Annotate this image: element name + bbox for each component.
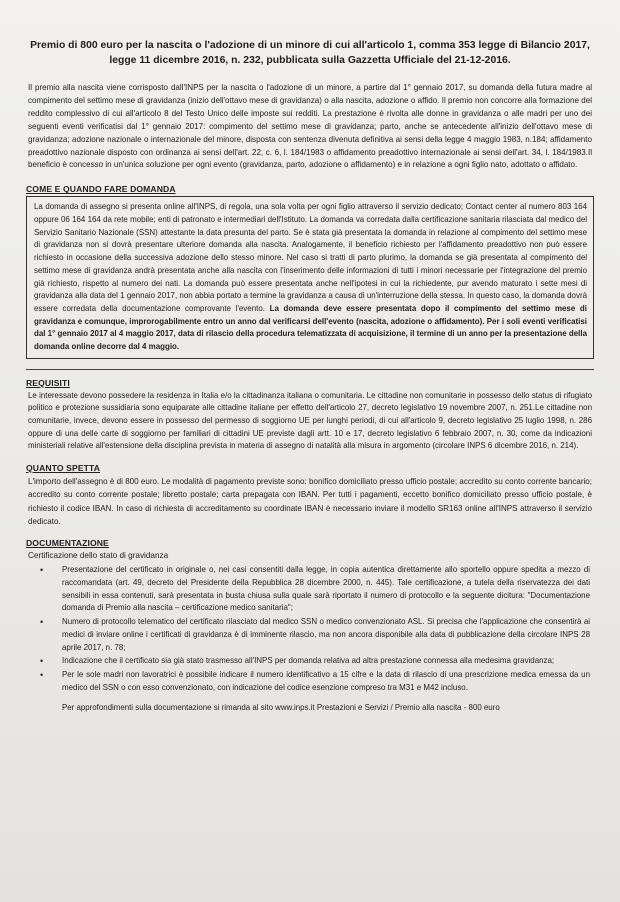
bullet-icon: •: [40, 670, 44, 680]
requisiti-text: Le interessate devono possedere la residenza in Italia e/o la cittadinanza italiana o comunitaria. Le cittadine non comunitarie in possesso dello status di rifugiato politico e protezione sussidiaria sono equiparate alle cittadine italiane per effetto dell'articolo 27, decreto legislativo 19 novembre 2007, n. 251.Le cittadine non comunitarie, invece, devono essere in possesso del permesso di soggiorno UE per lunghi periodi, di cui all'articolo 9, decreto legislativo 25 luglio 1998, n. 286 oppure di una delle carte di soggiorno per familiari di cittadini UE previste dagli artt. 10 e 17, decreto legislativo 6 febbraio 2007, n. 30, come da indicazioni ministeriali relative all'estensione della disciplina prevista in materia di assegno di natalità alla misura in argomento (circolare INPS 6 dicembre 2016, n. 214).: [28, 390, 592, 451]
section-quanto-spetta: [26, 462, 594, 529]
documentazione-footer: Per approfondimenti sulla documentazione si rimanda al sito www.inps.it Prestazioni e Servizi / Premio alla nascita - 800 euro: [62, 703, 500, 713]
come-quando-text: La domanda di assegno si presenta online all'INPS, di regola, una sola volta per ogni figlio attraverso il servizio dedicato; Contact center al numero 803 164 oppure 06 164 164 da rete mobile; enti di patronato e intermediari dell'Istituto. La domanda va corredata dalla certificazione sanitaria rilasciata dal medico del Servizio Sanitario Nazionale (SSN) attestante la data presunta del parto. Se è stata già presentata la domanda in relazione al compimento del settimo mese di gravidanza non si dovrà presentare ulteriore domanda alla nascita. Analogamente, il beneficio richiesto per l'affidamento preadottivo non può essere richiesto in occasione della successiva adozione dello stesso minore. Nel caso si tratti di parto plurimo, la domanda se già presentata al compimento del settimo mese di gravidanza andrà presentata anche alla nascita con l'inserimento delle informazioni di tutti i minori necessarie per l'integrazione del premio già richiesto, rispetto al numero dei nati. La domanda può essere presentata anche nell'ipotesi in cui la richiedente, pur avendo maturato i sette mesi di gravidanza alla data del 1 gennaio 2017, non abbia portato a termine la gravidanza a causa di un'interruzione della stessa. In questo caso, la domanda dovrà essere corredata della documentazione comprovante l'evento.: [34, 202, 587, 313]
come-quando-bold-text: La domanda deve essere presentata dopo il compimento del settimo mese di gravidanza e comunque, improrogabilmente entro un anno dal verificarsi dell'evento (nascita, adozione o affidamento). Per i soli eventi verificatisi dal 1° gennaio 2017 al 4 maggio 2017, data di rilascio della procedura telematizzata di acquisizione, il termine di un anno per la presentazione della domanda online decorre dal 4 maggio.: [34, 303, 587, 352]
section-heading-quanto-spetta: QUANTO SPETTA: [26, 462, 101, 473]
intro-paragraph: Il premio alla nascita viene corrisposto dall'INPS per la nascita o l'adozione di un minore, a partire dal 1° gennaio 2017, su domanda della futura madre al compimento del settimo mese di gravidanza (inizio dell'ottavo mese di gravidanza) o alla nascita, adozione o affido. Il premio non concorre alla formazione del reddito complessivo di cui all'articolo 8 del Testo Unico delle imposte sui redditi. La prestazione è rivolta alle donne in gravidanza o alle madri per uno dei seguenti eventi verificatisi dal 1° gennaio 2017: compimento del settimo mese di gravidanza; parto, anche se antecedente all'inizio dell'ottavo mese di gravidanza; adozione nazionale o internazionale del minore, disposta con sentenza divenuta definitiva ai sensi della legge 4 maggio 1983, n.184; affidamento preadottivo nazionale disposto con ordinanza ai sensi dell'art. 22, c. 6, l. 184/1983 o affidamento preadottivo internazionale ai sensi dell'art. 34, l. 184/1983.Il beneficio è concesso in un'unica soluzione per ogni evento (gravidanza, parto, adozione o affidamento) e in relazione a ogni figlio nato, adottato o affidato.: [28, 83, 592, 170]
divider: [26, 369, 594, 370]
bullet-icon: •: [40, 656, 44, 667]
bullet-icon: •: [40, 617, 44, 628]
list-item: [26, 655, 590, 668]
documentazione-subheading: Certificazione dello stato di gravidanza: [28, 551, 169, 561]
list-item: [26, 564, 590, 615]
section-come-quando: [26, 183, 594, 358]
section-heading-come-quando: COME E QUANDO FARE DOMANDA: [26, 184, 176, 195]
documentazione-list: [26, 564, 594, 694]
quanto-spetta-text: L'importo dell'assegno è di 800 euro. Le modalità di pagamento previste sono: bonifico domiciliato presso ufficio postale; accredito su conto corrente bancario; accredito su conto corrente postale; libretto postale; carta prepagata con IBAN. Per tutti i pagamenti, eccetto bonifico domiciliato presso ufficio postale, è richiesto il codice IBAN. In caso di richiesta di accreditamento su coordinate IBAN è necessario inviare il modello SR163 online all'INPS attraverso il servizio dedicato.: [28, 476, 592, 526]
list-item: [26, 669, 590, 694]
list-item-text: Per le sole madri non lavoratrici è possibile indicare il numero identificativo a 15 cifre e la data di rilascio di una prescrizione medica emessa da un medico del SSN o con esso convenzionato, con indicazione del codice esenzione compreso tra M31 e M42 incluso.: [62, 670, 590, 692]
list-item-text: Presentazione del certificato in originale o, nei casi consentiti dalla legge, in copia autentica direttamente allo sportello oppure spedita a mezzo di raccomandata (art. 49, decreto del Presidente della Repubblica 28 dicembre 2000, n. 445). Tale certificazione, a tutela della riservatezza dei dati sensibili in essa contenuti, sarà presentata in busta chiusa sulla quale sarà riportato il numero di protocollo e la seguente dicitura: "Documentazione domanda di Premio alla nascita – certificazione medico sanitaria";: [62, 565, 590, 613]
come-quando-box: [26, 196, 594, 358]
section-heading-documentazione: DOCUMENTAZIONE: [26, 538, 109, 549]
bullet-icon: •: [40, 565, 44, 576]
section-requisiti: [26, 377, 594, 453]
document-title: Premio di 800 euro per la nascita o l'adozione di un minore di cui all'articolo 1, comma 353 legge di Bilancio 2017, legge 11 dicembre 2016, n. 232, pubblicata sulla Gazzetta Ufficiale del 21-12-2016.: [30, 40, 590, 66]
list-item: [26, 616, 590, 654]
section-heading-requisiti: REQUISITI: [26, 377, 70, 388]
section-documentazione: [26, 537, 594, 714]
list-item-text: Numero di protocollo telematico del certificato rilasciato dal medico SSN o medico convenzionato ASL. Si precisa che l'applicazione che consentirà ai medici di inviare online i certificati di gravidanza è di imminente rilascio, ma non ancora disponibile alla data di pubblicazione della circolare INPS 28 aprile 2017, n. 78;: [62, 617, 590, 652]
list-item-text: Indicazione che il certificato sia già stato trasmesso all'INPS per domanda relativa ad altra prestazione connessa alla medesima gravidanza;: [62, 656, 555, 666]
